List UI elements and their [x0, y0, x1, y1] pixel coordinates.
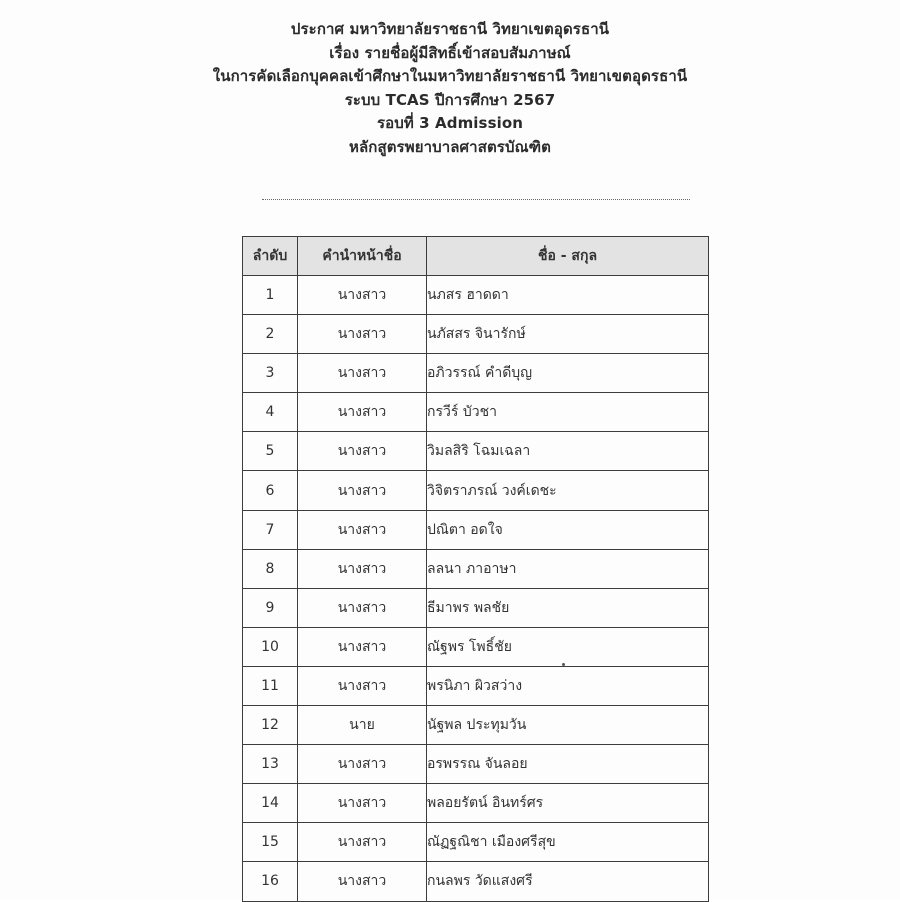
row-prefix: นางสาว [298, 315, 427, 354]
table-row [243, 627, 709, 666]
dotted-divider [262, 199, 690, 200]
table-row [243, 666, 709, 705]
table-row [243, 706, 709, 745]
row-prefix: นางสาว [298, 354, 427, 393]
table-row [243, 276, 709, 315]
row-number: 2 [243, 315, 298, 354]
column-header-fullname: ชื่อ - สกุล [427, 237, 709, 276]
row-fullname: นัฐพล ประทุมวัน [427, 706, 709, 745]
row-fullname: กนลพร วัดแสงศรี [427, 862, 709, 901]
row-number: 5 [243, 432, 298, 471]
scan-speck [562, 663, 565, 666]
row-prefix: นางสาว [298, 627, 427, 666]
row-prefix: นางสาว [298, 823, 427, 862]
row-number: 13 [243, 745, 298, 784]
row-fullname: วิมลสิริ โฉมเฉลา [427, 432, 709, 471]
table-row [243, 784, 709, 823]
row-prefix: นางสาว [298, 862, 427, 901]
row-number: 3 [243, 354, 298, 393]
row-number: 15 [243, 823, 298, 862]
row-prefix: นาย [298, 706, 427, 745]
row-fullname: นภัสสร จินารักษ์ [427, 315, 709, 354]
table-row [243, 471, 709, 510]
row-fullname: ปณิตา อดใจ [427, 510, 709, 549]
row-fullname: ณัฏฐณิชา เมืองศรีสุข [427, 823, 709, 862]
row-prefix: นางสาว [298, 471, 427, 510]
row-fullname: นภสร ฮาดดา [427, 276, 709, 315]
table-row [243, 588, 709, 627]
row-number: 1 [243, 276, 298, 315]
row-prefix: นางสาว [298, 276, 427, 315]
row-fullname: อรพรรณ จันลอย [427, 745, 709, 784]
table-row [243, 549, 709, 588]
header-line-5: รอบที่ 3 Admission [376, 114, 524, 132]
column-header-order: ลำดับ [243, 237, 298, 276]
row-prefix: นางสาว [298, 745, 427, 784]
table-header-row [243, 237, 709, 276]
row-number: 4 [243, 393, 298, 432]
row-prefix: นางสาว [298, 510, 427, 549]
row-number: 6 [243, 471, 298, 510]
row-number: 14 [243, 784, 298, 823]
header-line-1: ประกาศ มหาวิทยาลัยราชธานี วิทยาเขตอุดรธานี [290, 20, 610, 38]
table-row [243, 354, 709, 393]
row-fullname: ธีมาพร พลชัย [427, 588, 709, 627]
row-prefix: นางสาว [298, 549, 427, 588]
table-row [243, 823, 709, 862]
row-fullname: อภิวรรณ์ คำดีบุญ [427, 354, 709, 393]
table-row [243, 432, 709, 471]
header-line-2: เรื่อง รายชื่อผู้มีสิทธิ์เข้าสอบสัมภาษณ์ [329, 43, 571, 62]
table-row [243, 745, 709, 784]
column-header-prefix: คำนำหน้าชื่อ [298, 237, 427, 276]
row-number: 11 [243, 666, 298, 705]
row-number: 10 [243, 627, 298, 666]
table-row [243, 510, 709, 549]
row-fullname: กรวีร์ บัวชา [427, 393, 709, 432]
row-prefix: นางสาว [298, 432, 427, 471]
row-prefix: นางสาว [298, 666, 427, 705]
row-fullname: พรนิภา ผิวสว่าง [427, 666, 709, 705]
header-line-6: หลักสูตรพยาบาลศาสตรบัณฑิต [349, 137, 551, 156]
header-line-3: ในการคัดเลือกบุคคลเข้าศึกษาในมหาวิทยาลัยราชธานี วิทยาเขตอุดรธานี [212, 67, 688, 85]
row-fullname: ลลนา ภาอาษา [427, 549, 709, 588]
row-prefix: นางสาว [298, 784, 427, 823]
row-fullname: ณัฐพร โพธิ์ชัย [427, 627, 709, 666]
row-prefix: นางสาว [298, 393, 427, 432]
row-fullname: วิจิตราภรณ์ วงค์เดชะ [427, 471, 709, 510]
candidate-table [242, 236, 709, 902]
row-number: 12 [243, 706, 298, 745]
table-row [243, 862, 709, 901]
announcement-header [0, 18, 900, 159]
row-number: 7 [243, 510, 298, 549]
table-row [243, 393, 709, 432]
table-row [243, 315, 709, 354]
row-number: 16 [243, 862, 298, 901]
header-line-4: ระบบ TCAS ปีการศึกษา 2567 [344, 90, 556, 109]
row-prefix: นางสาว [298, 588, 427, 627]
row-number: 8 [243, 549, 298, 588]
row-number: 9 [243, 588, 298, 627]
row-fullname: พลอยรัตน์ อินทร์ศร [427, 784, 709, 823]
